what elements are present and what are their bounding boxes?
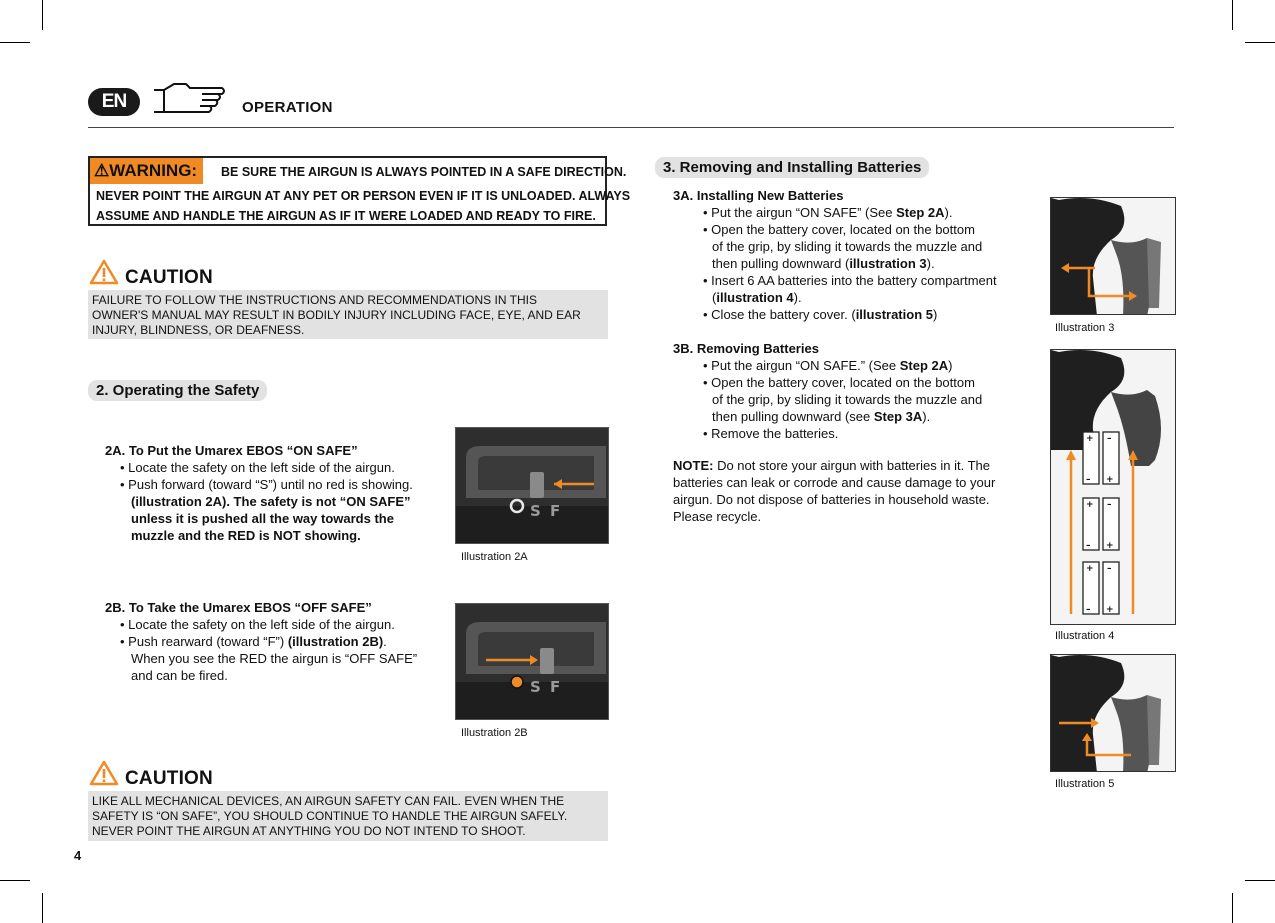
caution-line: SAFETY IS “ON SAFE”, YOU SHOULD CONTINUE TO HANDLE THE AIRGUN SAFELY. <box>92 809 568 823</box>
illustration-3-image <box>1050 197 1176 315</box>
header-rule <box>88 127 1174 128</box>
step-line: • Open the battery cover, located on the bottom <box>703 375 975 390</box>
note-label: NOTE: <box>673 458 714 473</box>
illustration-ref: (illustration 2B) <box>287 634 384 649</box>
step-text: then pulling downward (see <box>712 409 874 424</box>
step-text: ). <box>922 409 931 424</box>
step-heading: 3B. Removing Batteries <box>673 341 819 356</box>
figure-caption: Illustration 2A <box>461 551 528 563</box>
caution-icon <box>89 259 119 285</box>
illustration-ref: illustration 5 <box>855 307 933 322</box>
step-line: • Locate the safety on the left side of the airgun. <box>120 617 395 632</box>
illustration-5-image <box>1050 654 1176 772</box>
crop-mark <box>1245 880 1275 881</box>
step-text: then pulling downward ( <box>712 256 850 271</box>
step-ref: Step 2A <box>896 205 945 220</box>
pointing-hand-icon <box>152 80 228 116</box>
selector-letter-f: F <box>550 502 561 520</box>
figure-caption: Illustration 4 <box>1055 630 1115 642</box>
battery-minus-mark: – <box>1107 434 1112 444</box>
caution-line: FAILURE TO FOLLOW THE INSTRUCTIONS AND RECOMMENDATIONS IN THIS <box>92 293 537 307</box>
step-line <box>712 289 802 306</box>
warning-box <box>88 156 631 226</box>
note-text: Do not store your airgun with batteries in it. The <box>713 458 990 473</box>
step-line: of the grip, by sliding it towards the muzzle and <box>712 239 983 254</box>
illustration-2b-image <box>455 603 609 720</box>
step-line: and can be fired. <box>131 668 228 683</box>
battery-minus-mark: – <box>1107 500 1112 510</box>
step-line <box>120 633 387 650</box>
caution-text-box <box>88 791 608 841</box>
step-heading: 2B. To Take the Umarex EBOS “OFF SAFE” <box>105 600 372 615</box>
warning-triangle-icon: ⚠ <box>94 161 110 180</box>
battery-plus-mark: + <box>1106 541 1114 551</box>
battery-plus-mark: + <box>1086 500 1094 510</box>
warning-label: WARNING: <box>109 161 198 180</box>
step-text: ). <box>926 256 935 271</box>
battery-minus-mark: – <box>1086 541 1091 551</box>
selector-letter-s: S <box>530 678 541 696</box>
crop-mark <box>0 42 30 43</box>
step-line: muzzle and the RED is NOT showing. <box>131 528 361 543</box>
step-line: (illustration 2A). The safety is not “ON SAFE” <box>131 494 411 509</box>
caution-line: LIKE ALL MECHANICAL DEVICES, AN AIRGUN SAFETY CAN FAIL. EVEN WHEN THE <box>92 794 565 808</box>
step-text: • Close the battery cover. ( <box>703 307 856 322</box>
step-heading: 3A. Installing New Batteries <box>673 188 844 203</box>
battery-plus-mark: + <box>1086 434 1094 444</box>
language-badge: EN <box>88 88 140 116</box>
crop-mark <box>1245 42 1275 43</box>
note-line: airgun. Do not dispose of batteries in household waste. <box>673 492 990 507</box>
battery-minus-mark: – <box>1107 564 1112 574</box>
step-heading: 2A. To Put the Umarex EBOS “ON SAFE” <box>105 443 358 458</box>
warning-tag <box>90 158 203 184</box>
note-line: batteries can leak or corrode and cause damage to your <box>673 475 996 490</box>
step-text: ). <box>944 205 953 220</box>
step-ref: Step 2A <box>899 358 949 373</box>
crop-mark <box>42 0 43 30</box>
step-line <box>703 357 953 374</box>
crop-mark <box>1232 893 1233 923</box>
step-line: • Open the battery cover, located on the bottom <box>703 222 975 237</box>
step-line: • Push forward (toward “S”) until no red is showing. <box>120 477 413 492</box>
illustration-ref: illustration 3 <box>849 256 927 271</box>
figure-caption: Illustration 2B <box>461 727 528 739</box>
warning-line: NEVER POINT THE AIRGUN AT ANY PET OR PERSON EVEN IF IT IS UNLOADED. ALWAYS <box>96 189 631 203</box>
step-line <box>712 408 930 425</box>
step-line: When you see the RED the airgun is “OFF SAFE” <box>131 651 418 666</box>
step-line: of the grip, by sliding it towards the muzzle and <box>712 392 983 407</box>
step-line: • Locate the safety on the left side of the airgun. <box>120 460 395 475</box>
step-line: • Insert 6 AA batteries into the battery compartment <box>703 273 997 288</box>
caution-line: OWNER'S MANUAL MAY RESULT IN BODILY INJURY INCLUDING FACE, EYE, AND EAR <box>92 308 581 322</box>
step-line: • Remove the batteries. <box>703 426 839 441</box>
caution-icon <box>89 760 119 786</box>
caution-line: NEVER POINT THE AIRGUN AT ANYTHING YOU DO NOT INTEND TO SHOOT. <box>92 824 526 838</box>
battery-plus-mark: + <box>1106 475 1114 485</box>
battery-minus-mark: – <box>1086 605 1091 615</box>
step-text: . <box>383 634 387 649</box>
step-ref: Step 3A <box>873 409 923 424</box>
warning-line: ASSUME AND HANDLE THE AIRGUN AS IF IT WERE LOADED AND READY TO FIRE. <box>96 209 596 223</box>
note-line <box>673 457 990 474</box>
page-title: OPERATION <box>242 99 333 116</box>
section-heading: 2. Operating the Safety <box>88 380 267 401</box>
caution-line: INJURY, BLINDNESS, OR DEAFNESS. <box>92 323 305 337</box>
step-text: • Put the airgun “ON SAFE.” (See <box>703 358 900 373</box>
selector-letter-s: S <box>530 502 541 520</box>
page-number: 4 <box>74 848 82 863</box>
selector-letter-f: F <box>550 678 561 696</box>
step-line <box>703 306 937 323</box>
step-text: ). <box>793 290 802 305</box>
battery-plus-mark: + <box>1086 564 1094 574</box>
illustration-4-image <box>1050 349 1176 625</box>
section-heading: 3. Removing and Installing Batteries <box>655 157 929 178</box>
caution-title: CAUTION <box>125 267 213 288</box>
step-text: ) <box>948 358 953 373</box>
step-line <box>712 255 935 272</box>
step-text: • Push rearward (toward “F”) <box>120 634 288 649</box>
caution-title: CAUTION <box>125 768 213 789</box>
step-line <box>703 204 953 221</box>
figure-caption: Illustration 3 <box>1055 322 1115 334</box>
warning-line: BE SURE THE AIRGUN IS ALWAYS POINTED IN A SAFE DIRECTION. <box>221 165 627 179</box>
illustration-ref: illustration 4 <box>716 290 794 305</box>
battery-minus-mark: – <box>1086 475 1091 485</box>
caution-text-box <box>88 290 608 339</box>
step-text: • Put the airgun “ON SAFE” (See <box>703 205 897 220</box>
crop-mark <box>0 880 30 881</box>
step-text: ) <box>932 307 938 322</box>
step-text: ( <box>712 290 717 305</box>
battery-plus-mark: + <box>1106 605 1114 615</box>
step-line: unless it is pushed all the way towards the <box>131 511 394 526</box>
note-line: Please recycle. <box>673 509 762 524</box>
illustration-2a-image <box>455 427 609 544</box>
figure-caption: Illustration 5 <box>1055 778 1115 790</box>
crop-mark <box>42 893 43 923</box>
crop-mark <box>1232 0 1233 30</box>
